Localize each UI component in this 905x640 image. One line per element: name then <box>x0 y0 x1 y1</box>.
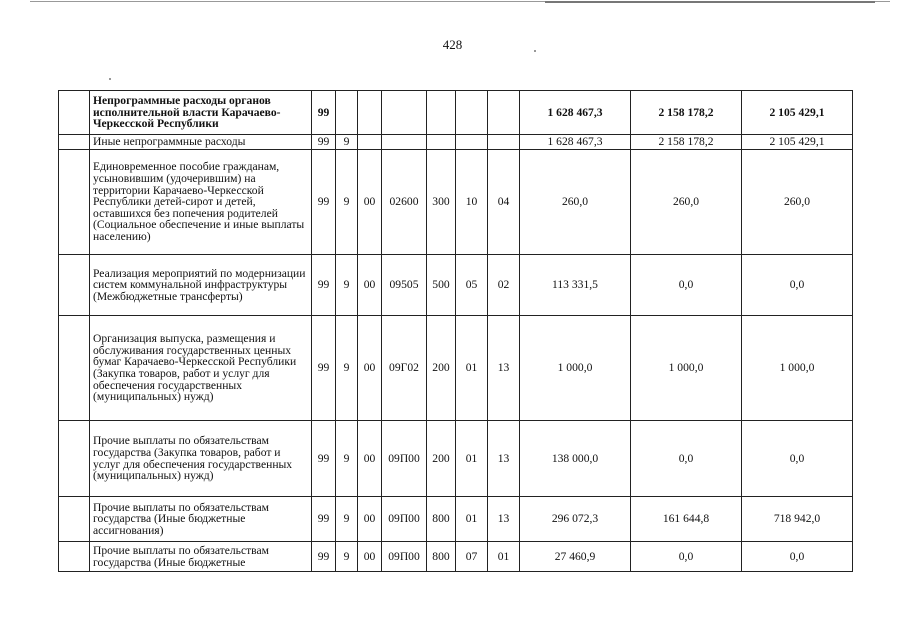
budget-table <box>58 90 853 572</box>
code-main-event: 00 <box>358 255 382 316</box>
code-gp: 99 <box>312 497 336 542</box>
row-name: Единовременное пособие гражданам, усыновившим (удочерившим) на территории Карачаево-Черкесской Республики детей-сирот и детей, оставшихся без попечения родителей (Социальное обеспечение и иные выплаты населению) <box>90 150 312 255</box>
code-direction: 09П00 <box>382 497 427 542</box>
code-expense-type <box>427 135 456 150</box>
row-name: Непрограммные расходы органов исполнительной власти Карачаево-Черкесской Республики <box>90 91 312 135</box>
amount-year-2: 2 158 178,2 <box>631 135 742 150</box>
page-number: 428 <box>442 37 463 52</box>
code-section: 07 <box>456 542 488 572</box>
code-expense-type: 800 <box>427 497 456 542</box>
code-expense-type: 800 <box>427 542 456 572</box>
code-subsection: 04 <box>488 150 520 255</box>
amount-year-3: 2 105 429,1 <box>742 135 853 150</box>
code-subprogram: 9 <box>336 497 358 542</box>
table-row <box>59 542 853 572</box>
code-expense-type: 200 <box>427 316 456 421</box>
code-expense-type: 300 <box>427 150 456 255</box>
amount-year-2: 1 000,0 <box>631 316 742 421</box>
code-expense-type: 500 <box>427 255 456 316</box>
table-row <box>59 150 853 255</box>
blank-cell <box>59 542 90 572</box>
amount-year-2: 0,0 <box>631 421 742 497</box>
row-name: Иные непрограммные расходы <box>90 135 312 150</box>
amount-year-3: 2 105 429,1 <box>742 91 853 135</box>
code-direction <box>382 135 427 150</box>
code-section: 01 <box>456 497 488 542</box>
code-main-event: 00 <box>358 150 382 255</box>
row-name: Прочие выплаты по обязательствам государства (Иные бюджетные ассигнования) <box>90 497 312 542</box>
row-name: Реализация мероприятий по модернизации систем коммунальной инфраструктуры (Межбюджетные трансферты) <box>90 255 312 316</box>
row-name: Прочие выплаты по обязательствам государства (Закупка товаров, работ и услуг для обеспечения государственных (муниципальных) нужд) <box>90 421 312 497</box>
amount-year-3: 1 000,0 <box>742 316 853 421</box>
code-subprogram: 9 <box>336 421 358 497</box>
code-subprogram: 9 <box>336 150 358 255</box>
code-gp: 99 <box>312 542 336 572</box>
amount-year-1: 260,0 <box>520 150 631 255</box>
code-gp: 99 <box>312 150 336 255</box>
table-row <box>59 255 853 316</box>
scan-top-rule-right <box>545 1 875 3</box>
code-subprogram: 9 <box>336 255 358 316</box>
code-direction: 09Г02 <box>382 316 427 421</box>
amount-year-1: 1 628 467,3 <box>520 135 631 150</box>
code-gp: 99 <box>312 421 336 497</box>
row-name: Организация выпуска, размещения и обслуживания государственных ценных бумаг Карачаево-Черкесской Республики (Закупка товаров, работ и услуг для обеспечения государственных (муниципальных) нужд) <box>90 316 312 421</box>
amount-year-3: 718 942,0 <box>742 497 853 542</box>
code-subprogram: 9 <box>336 542 358 572</box>
code-subsection: 13 <box>488 316 520 421</box>
amount-year-2: 0,0 <box>631 255 742 316</box>
code-gp: 99 <box>312 255 336 316</box>
budget-table-body <box>59 91 853 572</box>
amount-year-1: 296 072,3 <box>520 497 631 542</box>
code-gp: 99 <box>312 316 336 421</box>
table-row <box>59 421 853 497</box>
table-row <box>59 497 853 542</box>
code-main-event: 00 <box>358 421 382 497</box>
code-section: 05 <box>456 255 488 316</box>
code-main-event <box>358 91 382 135</box>
blank-cell <box>59 150 90 255</box>
code-section <box>456 135 488 150</box>
code-subsection: 02 <box>488 255 520 316</box>
blank-cell <box>59 255 90 316</box>
amount-year-2: 161 644,8 <box>631 497 742 542</box>
code-section: 10 <box>456 150 488 255</box>
code-expense-type <box>427 91 456 135</box>
amount-year-1: 1 000,0 <box>520 316 631 421</box>
code-direction: 09П00 <box>382 421 427 497</box>
code-main-event: 00 <box>358 316 382 421</box>
table-row <box>59 91 853 135</box>
scan-speck <box>109 78 111 80</box>
table-row <box>59 316 853 421</box>
amount-year-3: 0,0 <box>742 542 853 572</box>
amount-year-1: 138 000,0 <box>520 421 631 497</box>
amount-year-3: 0,0 <box>742 421 853 497</box>
amount-year-2: 2 158 178,2 <box>631 91 742 135</box>
code-section: 01 <box>456 421 488 497</box>
blank-cell <box>59 91 90 135</box>
amount-year-1: 113 331,5 <box>520 255 631 316</box>
code-expense-type: 200 <box>427 421 456 497</box>
amount-year-3: 260,0 <box>742 150 853 255</box>
row-name: Прочие выплаты по обязательствам государства (Иные бюджетные <box>90 542 312 572</box>
code-main-event <box>358 135 382 150</box>
table-row <box>59 135 853 150</box>
code-subprogram: 9 <box>336 316 358 421</box>
code-subprogram <box>336 91 358 135</box>
code-subsection: 13 <box>488 421 520 497</box>
code-main-event: 00 <box>358 497 382 542</box>
amount-year-3: 0,0 <box>742 255 853 316</box>
amount-year-2: 0,0 <box>631 542 742 572</box>
amount-year-1: 1 628 467,3 <box>520 91 631 135</box>
amount-year-1: 27 460,9 <box>520 542 631 572</box>
code-direction: 09П00 <box>382 542 427 572</box>
code-direction <box>382 91 427 135</box>
code-gp: 99 <box>312 91 336 135</box>
code-main-event: 00 <box>358 542 382 572</box>
code-subsection: 01 <box>488 542 520 572</box>
amount-year-2: 260,0 <box>631 150 742 255</box>
code-subsection <box>488 135 520 150</box>
code-section <box>456 91 488 135</box>
code-subsection <box>488 91 520 135</box>
blank-cell <box>59 421 90 497</box>
blank-cell <box>59 316 90 421</box>
blank-cell <box>59 497 90 542</box>
code-section: 01 <box>456 316 488 421</box>
blank-cell <box>59 135 90 150</box>
code-direction: 09505 <box>382 255 427 316</box>
code-subprogram: 9 <box>336 135 358 150</box>
code-subsection: 13 <box>488 497 520 542</box>
code-direction: 02600 <box>382 150 427 255</box>
code-gp: 99 <box>312 135 336 150</box>
